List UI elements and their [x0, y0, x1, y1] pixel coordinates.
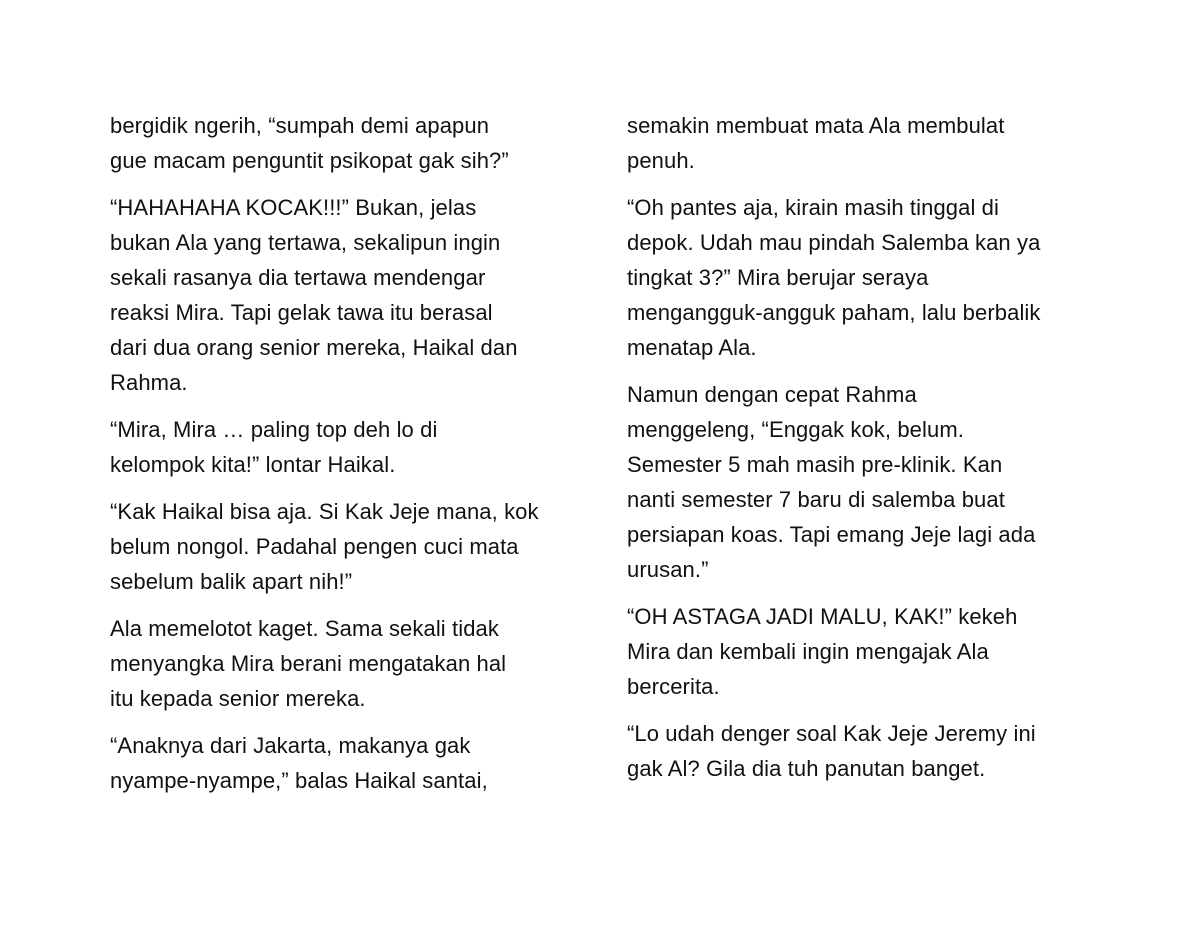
paragraph: Namun dengan cepat Rahma menggeleng, “Enggak kok, belum. Semester 5 mah masih pre-klinik. Kan nanti semester 7 baru di salemba buat persiapan koas. Tapi emang Jeje lagi ada urusan.” [627, 382, 1036, 582]
paragraph: “Kak Haikal bisa aja. Si Kak Jeje mana, kok belum nongol. Padahal pengen cuci mata sebelum balik apart nih!” [110, 499, 539, 594]
paragraph: bergidik ngerih, “sumpah demi apapun gue macam penguntit psikopat gak sih?” [110, 113, 509, 173]
paragraph: “Anaknya dari Jakarta, makanya gak nyampe-nyampe,” balas Haikal santai, [110, 733, 488, 793]
paragraph: “HAHAHAHA KOCAK!!!” Bukan, jelas bukan Ala yang tertawa, sekalipun ingin sekali rasanya dia tertawa mendengar reaksi Mira. Tapi gelak tawa itu berasal dari dua orang senior mereka, Haikal dan Rahma. [110, 195, 518, 395]
paragraph: “OH ASTAGA JADI MALU, KAK!” kekeh Mira dan kembali ingin mengajak Ala bercerita. [627, 604, 1018, 699]
paragraph: “Lo udah denger soal Kak Jeje Jeremy ini gak Al? Gila dia tuh panutan banget. [627, 721, 1036, 781]
paragraph: semakin membuat mata Ala membulat penuh. [627, 113, 1005, 173]
paragraph: Ala memelotot kaget. Sama sekali tidak menyangka Mira berani mengatakan hal itu kepada senior mereka. [110, 616, 507, 711]
paragraph: “Mira, Mira … paling top deh lo di kelompok kita!” lontar Haikal. [110, 417, 438, 477]
right-text-column [627, 108, 1092, 798]
left-text-column [110, 108, 580, 810]
paragraph: “Oh pantes aja, kirain masih tinggal di depok. Udah mau pindah Salemba kan ya tingkat 3?” Mira berujar seraya mengangguk-angguk paham, lalu berbalik menatap Ala. [627, 195, 1041, 360]
